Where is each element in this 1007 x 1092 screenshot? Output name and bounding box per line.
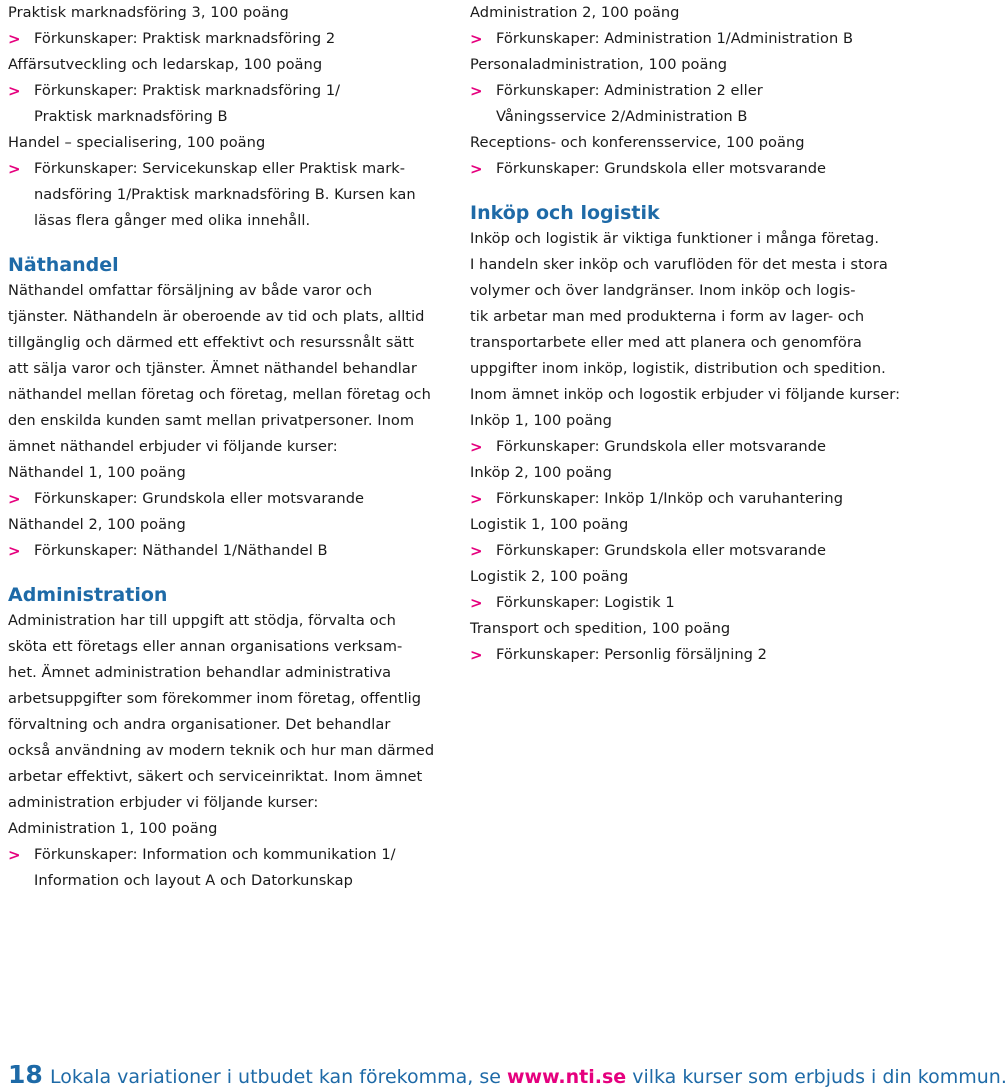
line-text: Affärsutveckling och ledarskap, 100 poäng [8, 56, 323, 73]
line-text: Personaladministration, 100 poäng [470, 56, 728, 73]
line-text: Receptions- och konferensservice, 100 poäng [470, 134, 805, 151]
line-text: Förkunskaper: Grundskola eller motsvarande [496, 160, 827, 177]
line-text: Våningsservice 2/Administration B [496, 108, 748, 125]
line-text: Förkunskaper: Grundskola eller motsvarande [496, 542, 827, 559]
prerequisite-line [8, 486, 454, 512]
line-text: förvaltning och andra organisationer. Det behandlar [8, 716, 391, 733]
prerequisite-continuation [8, 868, 454, 894]
line-text: Förkunskaper: Näthandel 1/Näthandel B [34, 542, 328, 559]
line-text: Inköp och logistik är viktiga funktioner i många företag. [470, 230, 880, 247]
course-title [470, 408, 930, 434]
section-heading-nathandel: Näthandel [8, 254, 119, 276]
line-text: Förkunskaper: Grundskola eller motsvarande [34, 490, 365, 507]
line-text: näthandel mellan företag och företag, mellan företag och [8, 386, 431, 403]
course-title [8, 816, 454, 842]
line-text: Förkunskaper: Servicekunskap eller Praktisk mark- [34, 160, 406, 177]
line-text: Transport och spedition, 100 poäng [470, 620, 731, 637]
course-title [8, 52, 454, 78]
body-text-line [8, 608, 454, 634]
body-text-line [8, 686, 454, 712]
line-text: ämnet näthandel erbjuder vi följande kurser: [8, 438, 338, 455]
arrow-bullet-icon: > [470, 30, 483, 48]
line-text: Praktisk marknadsföring B [34, 108, 228, 125]
prerequisite-line [470, 26, 930, 52]
line-text: Praktisk marknadsföring 3, 100 poäng [8, 4, 289, 21]
prerequisite-line [470, 590, 930, 616]
page-number: 18 [8, 1060, 43, 1089]
line-text: Näthandel omfattar försäljning av både varor och [8, 282, 373, 299]
line-text: transportarbete eller med att planera och genomföra [470, 334, 862, 351]
body-text-line [8, 738, 454, 764]
body-text-line [8, 304, 454, 330]
arrow-bullet-icon: > [8, 542, 21, 560]
line-text: Förkunskaper: Information och kommunikation 1/ [34, 846, 396, 863]
line-text: läsas flera gånger med olika innehåll. [34, 212, 311, 229]
arrow-bullet-icon: > [470, 438, 483, 456]
left-column [8, 0, 454, 894]
prerequisite-line [8, 78, 454, 104]
line-text: Förkunskaper: Inköp 1/Inköp och varuhantering [496, 490, 844, 507]
line-text: Inköp 2, 100 poäng [470, 464, 612, 481]
arrow-bullet-icon: > [470, 160, 483, 178]
line-text: sköta ett företags eller annan organisations verksam- [8, 638, 403, 655]
body-text-line [8, 764, 454, 790]
course-title [8, 0, 454, 26]
body-text-line [470, 304, 930, 330]
line-text: Förkunskaper: Praktisk marknadsföring 2 [34, 30, 336, 47]
course-title [470, 52, 930, 78]
line-text: het. Ämnet administration behandlar administrativa [8, 664, 392, 681]
course-title [8, 130, 454, 156]
line-text: tjänster. Näthandeln är oberoende av tid och plats, alltid [8, 308, 425, 325]
line-text: Administration har till uppgift att stödja, förvalta och [8, 612, 396, 629]
course-title [470, 564, 930, 590]
line-text: administration erbjuder vi följande kurser: [8, 794, 319, 811]
prerequisite-line [8, 26, 454, 52]
line-text: att sälja varor och tjänster. Ämnet näthandel behandlar [8, 360, 417, 377]
body-text-line [8, 790, 454, 816]
body-text-line [8, 660, 454, 686]
prerequisite-line [8, 156, 454, 182]
arrow-bullet-icon: > [8, 846, 21, 864]
line-text: Administration 1, 100 poäng [8, 820, 218, 837]
body-text-line [470, 252, 930, 278]
right-column [470, 0, 930, 668]
prerequisite-line [470, 486, 930, 512]
line-text: Förkunskaper: Logistik 1 [496, 594, 675, 611]
spacer [8, 564, 454, 582]
arrow-bullet-icon: > [8, 82, 21, 100]
line-text: Inköp 1, 100 poäng [470, 412, 612, 429]
page-footer [8, 1058, 1007, 1092]
body-text-line [470, 382, 930, 408]
prerequisite-line [470, 156, 930, 182]
line-text: Förkunskaper: Grundskola eller motsvarande [496, 438, 827, 455]
line-text: Logistik 1, 100 poäng [470, 516, 629, 533]
line-text: Inom ämnet inköp och logostik erbjuder vi följande kurser: [470, 386, 901, 403]
line-text: volymer och över landgränser. Inom inköp och logis- [470, 282, 856, 299]
arrow-bullet-icon: > [8, 160, 21, 178]
line-text: Förkunskaper: Personlig försäljning 2 [496, 646, 767, 663]
line-text: I handeln sker inköp och varuflöden för det mesta i stora [470, 256, 888, 273]
line-text: arbetsuppgifter som förekommer inom företag, offentlig [8, 690, 422, 707]
prerequisite-line [470, 78, 930, 104]
line-text: Administration 2, 100 poäng [470, 4, 680, 21]
prerequisite-continuation [470, 104, 930, 130]
line-text: tillgänglig och därmed ett effektivt och resurssnålt sätt [8, 334, 415, 351]
line-text: nadsföring 1/Praktisk marknadsföring B. Kursen kan [34, 186, 416, 203]
prerequisite-continuation [8, 182, 454, 208]
arrow-bullet-icon: > [470, 594, 483, 612]
line-text: också användning av modern teknik och hur man därmed [8, 742, 435, 759]
line-text: Handel – specialisering, 100 poäng [8, 134, 266, 151]
line-text: Logistik 2, 100 poäng [470, 568, 629, 585]
spacer [8, 234, 454, 252]
body-text-line [470, 278, 930, 304]
prerequisite-continuation [8, 104, 454, 130]
course-title [470, 512, 930, 538]
body-text-line [470, 356, 930, 382]
line-text: Näthandel 1, 100 poäng [8, 464, 186, 481]
arrow-bullet-icon: > [470, 82, 483, 100]
line-text: Information och layout A och Datorkunskap [34, 872, 353, 889]
body-text-line [470, 330, 930, 356]
prerequisite-line [470, 538, 930, 564]
spacer [470, 182, 930, 200]
body-text-line [8, 356, 454, 382]
course-title [8, 460, 454, 486]
prerequisite-line [8, 842, 454, 868]
body-text-line [8, 382, 454, 408]
footer-note [50, 1062, 1007, 1092]
line-text: arbetar effektivt, säkert och serviceinriktat. Inom ämnet [8, 768, 423, 785]
body-text-line [470, 226, 930, 252]
line-text: Förkunskaper: Praktisk marknadsföring 1/ [34, 82, 341, 99]
arrow-bullet-icon: > [470, 646, 483, 664]
footer-text-before: Lokala variationer i utbudet kan förekomma, se [50, 1066, 507, 1088]
course-title [470, 460, 930, 486]
footer-text-after: vilka kurser som erbjuds i din kommun. [626, 1066, 1007, 1088]
course-title [470, 130, 930, 156]
arrow-bullet-icon: > [8, 490, 21, 508]
prerequisite-continuation [8, 208, 454, 234]
course-title [8, 512, 454, 538]
line-text: Näthandel 2, 100 poäng [8, 516, 186, 533]
body-text-line [8, 712, 454, 738]
section-heading-administration: Administration [8, 584, 168, 606]
course-title [470, 616, 930, 642]
arrow-bullet-icon: > [8, 30, 21, 48]
line-text: uppgifter inom inköp, logistik, distribution och spedition. [470, 360, 886, 377]
body-text-line [8, 278, 454, 304]
body-text-line [8, 408, 454, 434]
line-text: den enskilda kunden samt mellan privatpersoner. Inom [8, 412, 415, 429]
body-text-line [8, 634, 454, 660]
footer-link[interactable]: www.nti.se [506, 1066, 627, 1088]
line-text: tik arbetar man med produkterna i form av lager- och [470, 308, 865, 325]
body-text-line [8, 434, 454, 460]
prerequisite-line [470, 434, 930, 460]
section-heading-inkop-och-logistik: Inköp och logistik [470, 202, 660, 224]
course-title [470, 0, 930, 26]
prerequisite-line [470, 642, 930, 668]
line-text: Förkunskaper: Administration 1/Administration B [496, 30, 854, 47]
body-text-line [8, 330, 454, 356]
arrow-bullet-icon: > [470, 490, 483, 508]
arrow-bullet-icon: > [470, 542, 483, 560]
line-text: Förkunskaper: Administration 2 eller [496, 82, 763, 99]
prerequisite-line [8, 538, 454, 564]
